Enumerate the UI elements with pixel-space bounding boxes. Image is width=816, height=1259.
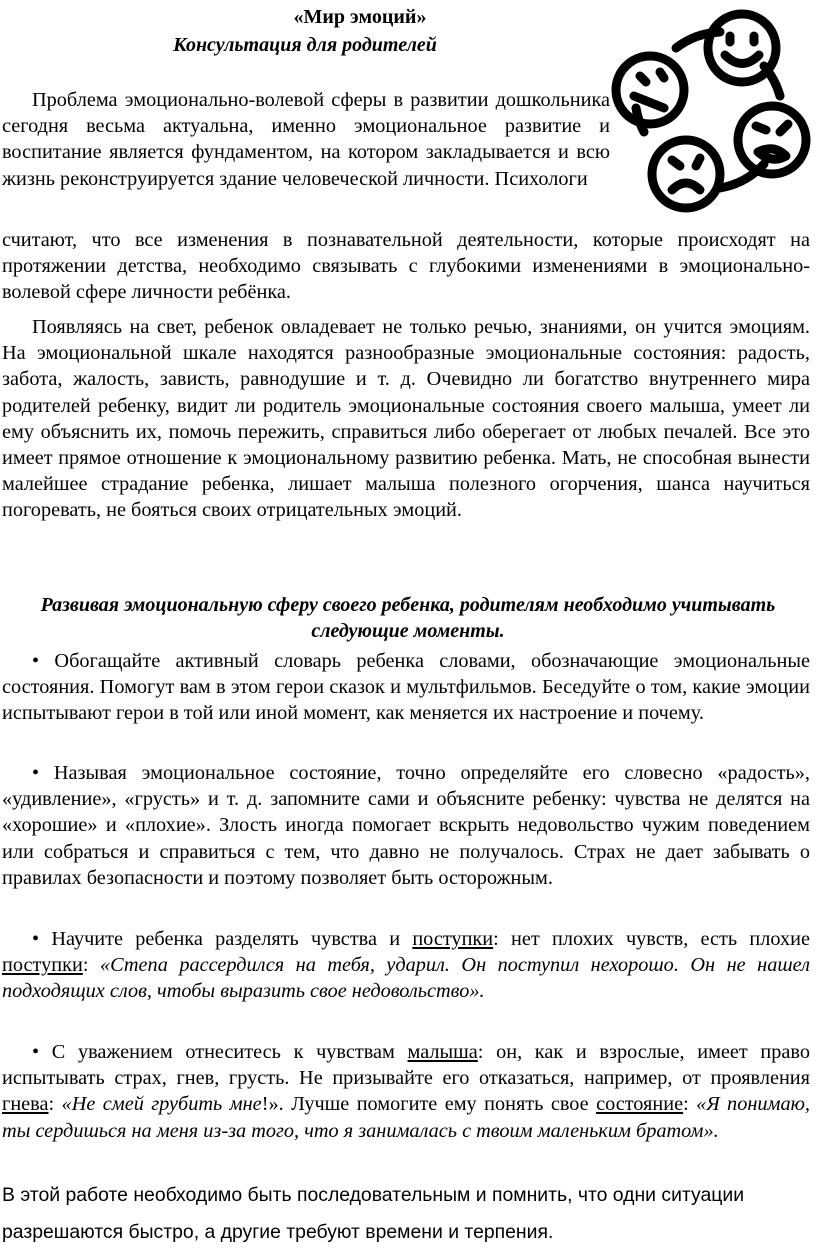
bullet-text: :: [82, 954, 100, 977]
paragraph-intro: Проблема эмоционально-волевой сферы в развитии дошкольника сегодня весьма актуальна, именно эмоциональное развитие и воспитание является фундаментом, на котором закладывается и всю жизнь реконструируется здание человеческой личности. Психологи: [2, 89, 610, 190]
section-heading: Развивая эмоциональную сферу своего ребенка, родителям необходимо учитывать следующие моменты.: [40, 594, 776, 642]
underlined-word: поступки: [2, 954, 83, 977]
angry-face-icon: [738, 106, 806, 174]
closing-paragraph: В этой работе необходимо быть последовательным и помнить, что одни ситуации разрешаются быстро, а другие требуют времени и терпения.: [2, 1184, 745, 1243]
bored-face-icon: [616, 56, 684, 124]
emotions-faces-icon: [604, 4, 814, 214]
bullet-text: : он, как и взрослые, имеет право испытывать страх, гнев, грусть. Не призывайте его отказаться, например, от проявления: [2, 1041, 811, 1090]
bullet-text: • Научите ребенка разделять чувства и: [32, 928, 413, 950]
bullet-text: !». Лучше помогите ему понять свое: [261, 1093, 597, 1116]
document-subtitle: Консультация для родителей: [173, 34, 437, 56]
bullet-naming-emotions: • Называя эмоциональное состояние, точно определяйте его словесно «радость», «удивление», «грусть» и т. д. запомните сами и объясните ребенку: чувства не делятся на «хорошие» и «плохие». Злость иногда помогает вскрыть недовольство чужим поведением или собраться и справиться с тем, что давно не получалось. Страх не дает забывать о правилах безопасности и поэтому позволяет быть осторожным.: [2, 762, 810, 889]
bullet-feelings-vs-actions: [2, 926, 810, 1005]
underlined-word: малыша: [407, 1041, 478, 1063]
bullet-vocabulary: • Обогащайте активный словарь ребенка словами, обозначающие эмоциональные состояния. Помогут вам в этом герои сказок и мультфильмов. Беседуйте о том, какие эмоции испытывают герои в той или иной момент, как меняется их настроение и почему.: [2, 650, 810, 725]
document-title: «Мир эмоций»: [293, 6, 427, 28]
bullet-text: • С уважением отнеситесь к чувствам: [32, 1041, 408, 1063]
example-quote: «Не смей грубить мне: [61, 1093, 262, 1116]
paragraph-emotions: Появляясь на свет, ребенок овладевает не только речью, знаниями, он учится эмоциям. На эмоциональной шкале находятся разнообразные эмоциональные состояния: радость, забота, жалость, зависть, равнодушие и т. д. Очевидно ли богатство внутреннего мира родителей ребенку, видит ли родитель эмоциональные состояния своего малыша, умеет ли ему объяснить их, помочь пережить, справиться либо оберегает от любых печалей. Все это имеет прямое отношение к эмоциональному развитию ребенка. Мать, не способная вынести малейшее страдание ребенка, лишает малыша полезного огорчения, шанса научиться погоревать, не бояться своих отрицательных эмоций.: [2, 316, 810, 522]
bullet-text: :: [48, 1093, 62, 1116]
example-quote: «Степа рассердился на тебя, ударил. Он поступил нехорошо. Он не нашел подходящих слов, чтобы выразить свое недовольство».: [2, 954, 810, 1003]
paragraph-intro-continued: считают, что все изменения в познавательной деятельности, которые происходят на протяжении детства, необходимо связывать с глубокими изменениями в эмоционально-волевой сфере личности ребёнка.: [2, 229, 810, 304]
underlined-word: поступки: [412, 928, 494, 950]
sad-face-icon: [652, 140, 720, 208]
underlined-word: гнева: [2, 1093, 49, 1116]
bullet-text: :: [683, 1093, 697, 1116]
bullet-respect-feelings: [2, 1039, 810, 1144]
example-quote: «Я понимаю, ты сердишься на меня из-за того, что я занималась с твоим маленьким братом».: [2, 1093, 810, 1142]
happy-face-icon: [708, 14, 776, 82]
underlined-word: состояние: [596, 1093, 684, 1116]
bullet-text: : нет плохих чувств, есть плохие: [493, 928, 810, 950]
